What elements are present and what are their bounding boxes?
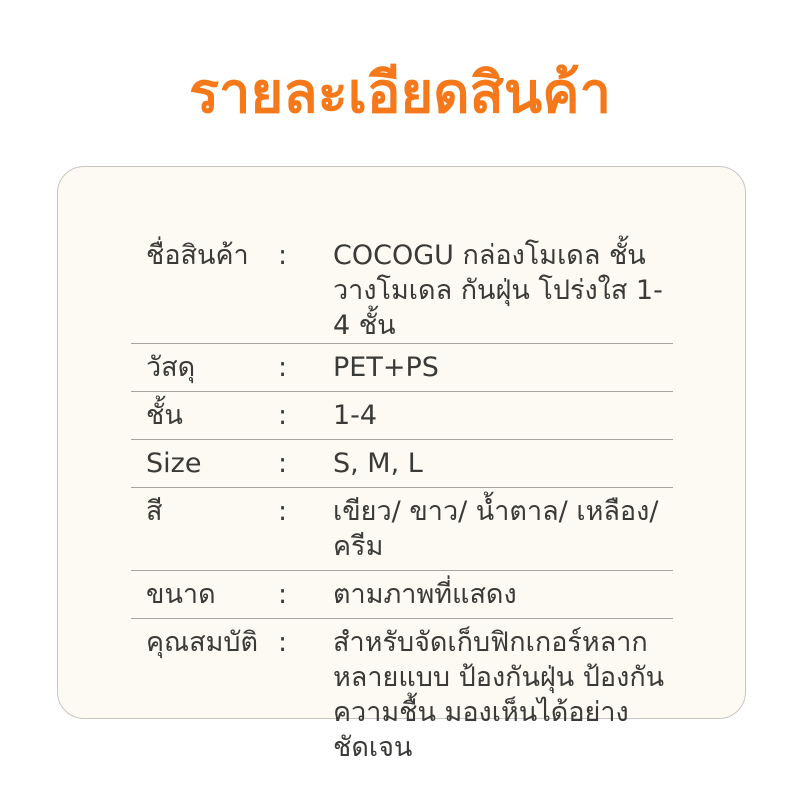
product-details-card xyxy=(57,166,746,763)
spec-row-size xyxy=(131,440,673,488)
row-value: ตามภาพที่แสดง xyxy=(333,579,517,610)
row-colon: : xyxy=(278,352,288,383)
row-label: คุณสมบัติ xyxy=(146,627,259,658)
spec-row-product-name xyxy=(131,235,673,344)
row-label: ชื่อสินค้า xyxy=(146,240,249,271)
row-colon: : xyxy=(278,496,288,527)
row-value: S, M, L xyxy=(333,448,423,479)
spec-row-tiers xyxy=(131,392,673,440)
spec-row-dimensions xyxy=(131,571,673,619)
spec-row-features xyxy=(131,619,673,771)
row-colon: : xyxy=(278,448,288,479)
page-title: รายละเอียดสินค้า xyxy=(188,61,612,126)
row-colon: : xyxy=(278,240,288,271)
row-colon: : xyxy=(278,400,288,431)
row-value: 1-4 xyxy=(333,400,378,431)
row-value: เขียว/ ขาว/ น้ำตาล/ เหลือง/ ครีม xyxy=(333,496,659,562)
row-label: ชั้น xyxy=(146,400,183,431)
row-colon: : xyxy=(278,579,288,610)
row-label: วัสดุ xyxy=(146,352,196,383)
spec-row-color xyxy=(131,488,673,571)
row-value: COCOGU กล่องโมเดล ชั้นวางโมเดล กันฝุ่น โปร่งใส 1-4 ชั้น xyxy=(333,240,663,341)
row-label: ขนาด xyxy=(146,579,216,610)
row-value: สำหรับจัดเก็บฟิกเกอร์หลากหลายแบบ ป้องกันฝุ่น ป้องกันความชื้น มองเห็นได้อย่างชัดเจน xyxy=(333,627,665,763)
product-spec-table xyxy=(131,235,673,771)
row-label: Size xyxy=(146,448,202,479)
row-colon: : xyxy=(278,627,288,658)
spec-row-material xyxy=(131,344,673,392)
row-label: สี xyxy=(146,496,163,527)
row-value: PET+PS xyxy=(333,352,439,383)
